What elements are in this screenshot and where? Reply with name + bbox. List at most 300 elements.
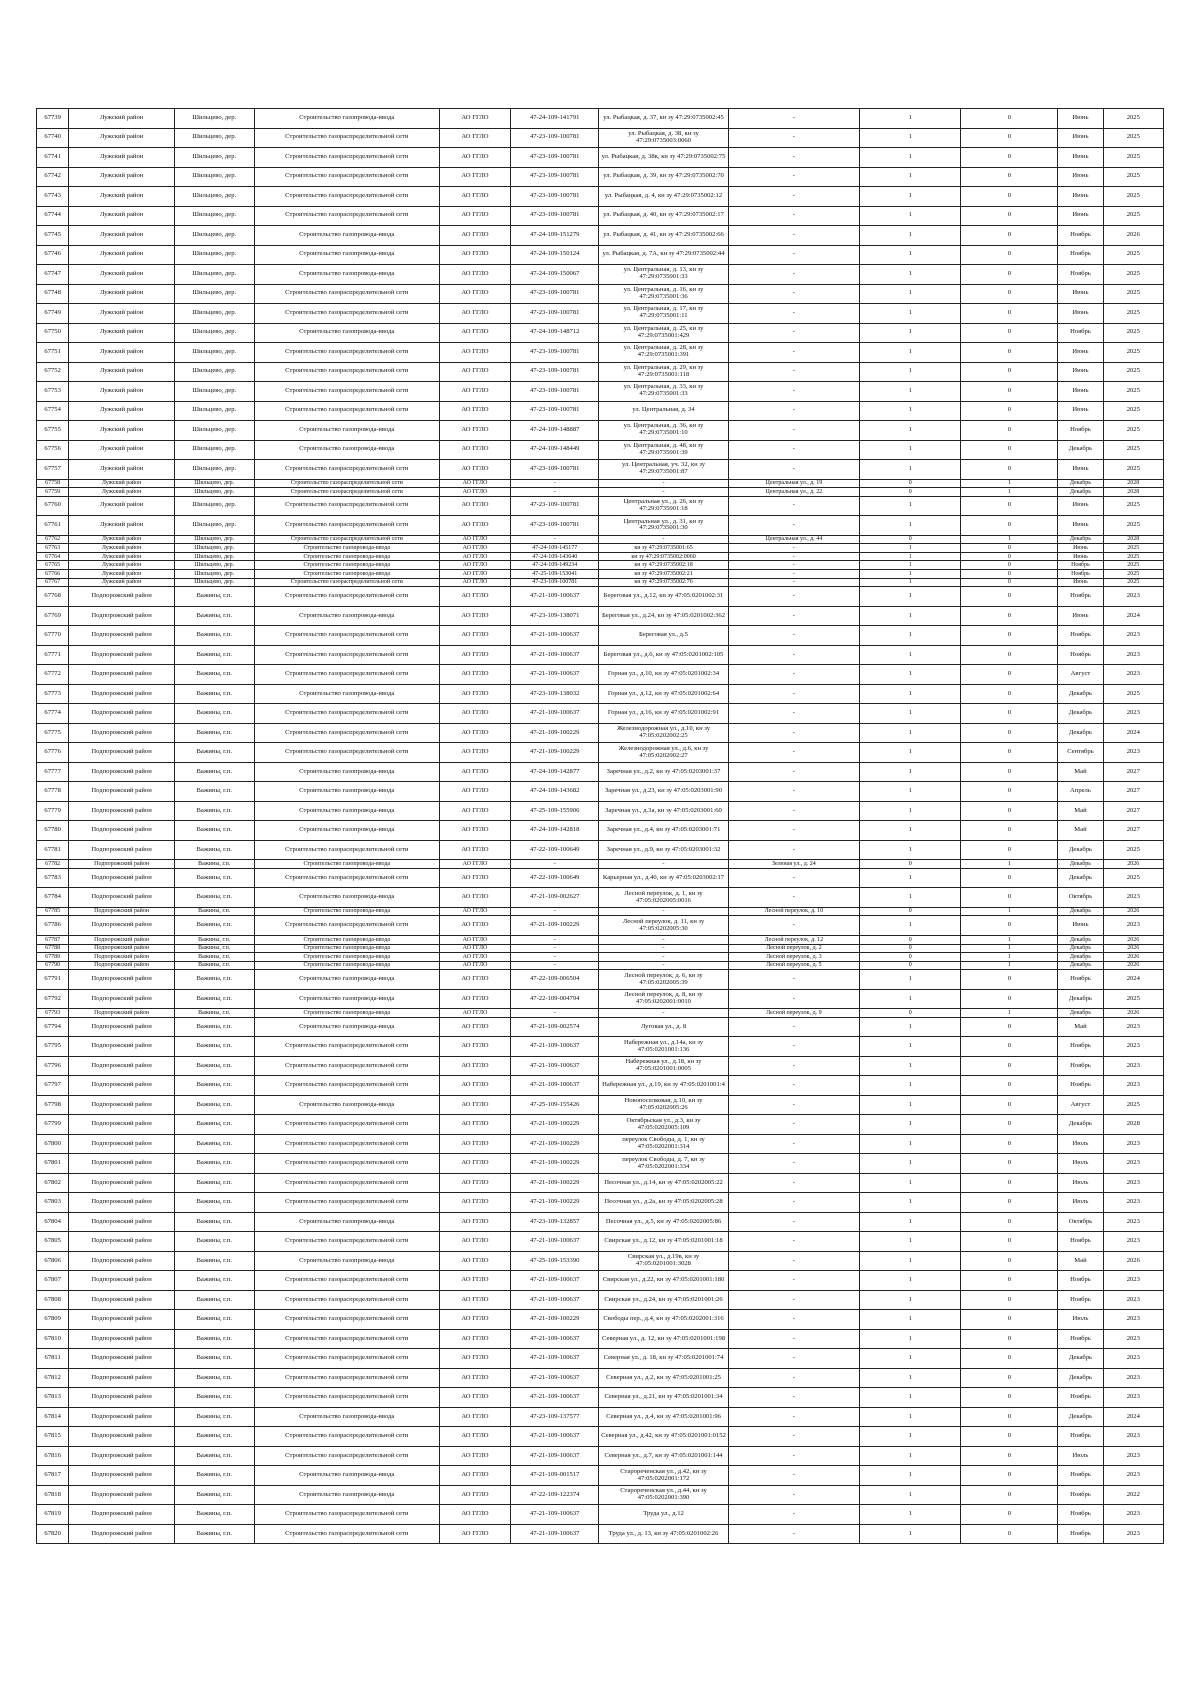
row-number-cell: 67769 (37, 606, 69, 626)
row-number-cell: 67764 (37, 552, 69, 561)
year-cell: 2023 (1103, 1173, 1163, 1193)
organization-cell: АО ГГЛО (439, 284, 510, 304)
address-cadastral-cell: ул. Центральная, д. 16, кн зу 47:29:0735001:36 (599, 284, 728, 304)
settlement-cell: Важины, г.п. (174, 1232, 254, 1252)
year-cell: 2027 (1103, 762, 1163, 782)
count-b-cell: 0 (961, 245, 1058, 265)
address-cell: - (728, 888, 859, 908)
work-type-cell: Строительство газопровода-ввода (254, 323, 439, 343)
district-cell: Подпорожский район (69, 868, 175, 888)
work-type-cell: Строительство газопровода-ввода (254, 265, 439, 285)
address-cadastral-cell: ул. Центральная, д. 17, кн зу 47:29:0735001:11 (599, 304, 728, 324)
contract-number-cell: 47-23-109-100781 (511, 206, 599, 226)
organization-cell: АО ГГЛО (439, 970, 510, 990)
table-row (37, 323, 1164, 343)
count-a-cell: 1 (860, 265, 961, 285)
district-cell: Лужский район (69, 552, 175, 561)
organization-cell: АО ГГЛО (439, 109, 510, 129)
district-cell: Подпорожский район (69, 935, 175, 944)
row-number-cell: 67742 (37, 167, 69, 187)
row-number-cell: 67787 (37, 935, 69, 944)
contract-number-cell: 47-21-109-100637 (511, 1076, 599, 1096)
work-type-cell: Строительство газораспределительной сети (254, 206, 439, 226)
settlement-cell: Шильцево, дер. (174, 544, 254, 553)
settlement-cell: Шильцево, дер. (174, 323, 254, 343)
year-cell: 2024 (1103, 723, 1163, 743)
month-cell: Декабрь (1058, 488, 1103, 497)
month-cell: Декабрь (1058, 961, 1103, 970)
address-cadastral-cell: Северная ул., д.4, кн зу 47:05:0201001:96 (599, 1407, 728, 1427)
count-a-cell: 1 (860, 1251, 961, 1271)
table-row (37, 1310, 1164, 1330)
settlement-cell: Шильцево, дер. (174, 206, 254, 226)
month-cell: Июль (1058, 1173, 1103, 1193)
month-cell: Декабрь (1058, 1407, 1103, 1427)
month-cell: Ноябрь (1058, 626, 1103, 646)
district-cell: Лужский район (69, 401, 175, 421)
work-type-cell: Строительство газопровода-ввода (254, 552, 439, 561)
work-type-cell: Строительство газопровода-ввода (254, 1095, 439, 1115)
year-cell: 2023 (1103, 1212, 1163, 1232)
month-cell: Декабрь (1058, 1009, 1103, 1018)
count-b-cell: 0 (961, 421, 1058, 441)
contract-number-cell: 47-21-109-100637 (511, 1524, 599, 1544)
district-cell: Лужский район (69, 544, 175, 553)
settlement-cell: Шильцево, дер. (174, 440, 254, 460)
address-cadastral-cell: кн зу 47:29:0735001:65 (599, 544, 728, 553)
month-cell: Июнь (1058, 284, 1103, 304)
district-cell: Подпорожский район (69, 665, 175, 685)
district-cell: Подпорожский район (69, 762, 175, 782)
row-number-cell: 67810 (37, 1329, 69, 1349)
month-cell: Август (1058, 1095, 1103, 1115)
address-cell: - (728, 1037, 859, 1057)
district-cell: Подпорожский район (69, 782, 175, 802)
work-type-cell: Строительство газопровода-ввода (254, 1009, 439, 1018)
table-row (37, 187, 1164, 207)
month-cell: Июнь (1058, 128, 1103, 148)
address-cadastral-cell: Заречная ул., д.2, кн зу 47:05:0203001:37 (599, 762, 728, 782)
address-cadastral-cell: Лесной переулок, д. 6, кн зу 47:05:0202005:39 (599, 970, 728, 990)
count-b-cell: 0 (961, 187, 1058, 207)
contract-number-cell: 47-23-109-100781 (511, 187, 599, 207)
work-type-cell: Строительство газораспределительной сети (254, 167, 439, 187)
count-a-cell: 1 (860, 821, 961, 841)
organization-cell: АО ГГЛО (439, 1524, 510, 1544)
address-cell: - (728, 148, 859, 168)
address-cadastral-cell: ул. Рыбацкая, д. 7А, кн зу 47:29:0735002:44 (599, 245, 728, 265)
count-a-cell: 1 (860, 1524, 961, 1544)
month-cell: Декабрь (1058, 860, 1103, 869)
count-b-cell: 0 (961, 1134, 1058, 1154)
count-b-cell: 0 (961, 1310, 1058, 1330)
row-number-cell: 67739 (37, 109, 69, 129)
work-type-cell: Строительство газораспределительной сети (254, 743, 439, 763)
table-row (37, 684, 1164, 704)
work-type-cell: Строительство газораспределительной сети (254, 1173, 439, 1193)
row-number-cell: 67743 (37, 187, 69, 207)
year-cell: 2023 (1103, 1193, 1163, 1213)
work-type-cell: Строительство газопровода-ввода (254, 953, 439, 962)
settlement-cell: Шильцево, дер. (174, 570, 254, 579)
contract-number-cell: 47-24-109-151279 (511, 226, 599, 246)
month-cell: Июнь (1058, 187, 1103, 207)
contract-number-cell: 47-21-109-100637 (511, 1427, 599, 1447)
district-cell: Подпорожский район (69, 684, 175, 704)
count-b-cell: 0 (961, 1212, 1058, 1232)
count-a-cell: 1 (860, 626, 961, 646)
count-b-cell: 0 (961, 1037, 1058, 1057)
count-a-cell: 0 (860, 961, 961, 970)
address-cell: Центральная ул., д. 22 (728, 488, 859, 497)
month-cell: Июль (1058, 1134, 1103, 1154)
year-cell: 2025 (1103, 323, 1163, 343)
district-cell: Лужский район (69, 323, 175, 343)
contract-number-cell: 47-23-109-100781 (511, 516, 599, 536)
organization-cell: АО ГГЛО (439, 626, 510, 646)
row-number-cell: 67813 (37, 1388, 69, 1408)
settlement-cell: Важины, г.п. (174, 1524, 254, 1544)
year-cell: 2025 (1103, 989, 1163, 1009)
count-a-cell: 1 (860, 382, 961, 402)
district-cell: Подпорожский район (69, 916, 175, 936)
year-cell: 2025 (1103, 401, 1163, 421)
month-cell: Ноябрь (1058, 1524, 1103, 1544)
settlement-cell: Важины, г.п. (174, 860, 254, 869)
settlement-cell: Важины, г.п. (174, 989, 254, 1009)
address-cadastral-cell: Лесной переулок, д. 8, кн зу 47:05:0202001:0010 (599, 989, 728, 1009)
year-cell: 2027 (1103, 782, 1163, 802)
year-cell: 2025 (1103, 578, 1163, 587)
month-cell: Декабрь (1058, 704, 1103, 724)
row-number-cell: 67791 (37, 970, 69, 990)
district-cell: Подпорожский район (69, 1388, 175, 1408)
address-cell: - (728, 782, 859, 802)
work-type-cell: Строительство газопровода-ввода (254, 544, 439, 553)
district-cell: Подпорожский район (69, 1115, 175, 1135)
work-type-cell: Строительство газопровода-ввода (254, 801, 439, 821)
settlement-cell: Важины, г.п. (174, 1271, 254, 1291)
address-cell: - (728, 970, 859, 990)
row-number-cell: 67770 (37, 626, 69, 646)
work-type-cell: Строительство газопровода-ввода (254, 561, 439, 570)
count-b-cell: 1 (961, 907, 1058, 916)
month-cell: Июнь (1058, 206, 1103, 226)
address-cell: - (728, 1134, 859, 1154)
table-row (37, 488, 1164, 497)
address-cell: - (728, 323, 859, 343)
district-cell: Подпорожский район (69, 1485, 175, 1505)
count-b-cell: 0 (961, 304, 1058, 324)
table-body (37, 109, 1164, 1544)
count-b-cell: 0 (961, 578, 1058, 587)
address-cadastral-cell: ул. Рыбацкая, д. 38к, кн зу 47:29:0735002:75 (599, 148, 728, 168)
organization-cell: АО ГГЛО (439, 821, 510, 841)
count-a-cell: 1 (860, 578, 961, 587)
month-cell: Июнь (1058, 382, 1103, 402)
address-cell: - (728, 645, 859, 665)
district-cell: Лужский район (69, 187, 175, 207)
year-cell: 2023 (1103, 1076, 1163, 1096)
row-number-cell: 67772 (37, 665, 69, 685)
count-a-cell: 1 (860, 1329, 961, 1349)
organization-cell: АО ГГЛО (439, 782, 510, 802)
count-b-cell: 0 (961, 1056, 1058, 1076)
work-type-cell: Строительство газораспределительной сети (254, 704, 439, 724)
settlement-cell: Важины, г.п. (174, 801, 254, 821)
table-row (37, 109, 1164, 129)
count-b-cell: 0 (961, 1524, 1058, 1544)
work-type-cell: Строительство газораспределительной сети (254, 535, 439, 544)
work-type-cell: Строительство газопровода-ввода (254, 440, 439, 460)
work-type-cell: Строительство газопровода-ввода (254, 570, 439, 579)
contract-number-cell: - (511, 935, 599, 944)
count-b-cell: 0 (961, 552, 1058, 561)
table-row (37, 953, 1164, 962)
work-type-cell: Строительство газораспределительной сети (254, 1076, 439, 1096)
district-cell: Подпорожский район (69, 723, 175, 743)
address-cadastral-cell: Песочная ул., д.2а, кн зу 47:05:0202005:28 (599, 1193, 728, 1213)
row-number-cell: 67796 (37, 1056, 69, 1076)
month-cell: Октябрь (1058, 888, 1103, 908)
count-b-cell: 0 (961, 762, 1058, 782)
work-type-cell: Строительство газораспределительной сети (254, 868, 439, 888)
work-type-cell: Строительство газопровода-ввода (254, 1407, 439, 1427)
count-a-cell: 1 (860, 868, 961, 888)
organization-cell: АО ГГЛО (439, 1056, 510, 1076)
row-number-cell: 67751 (37, 343, 69, 363)
year-cell: 2028 (1103, 535, 1163, 544)
settlement-cell: Важины, г.п. (174, 1251, 254, 1271)
organization-cell: АО ГГЛО (439, 1251, 510, 1271)
contract-number-cell: 47-21-109-002627 (511, 888, 599, 908)
address-cadastral-cell: - (599, 907, 728, 916)
row-number-cell: 67807 (37, 1271, 69, 1291)
row-number-cell: 67784 (37, 888, 69, 908)
address-cadastral-cell: Песочная ул., д.5, кн зу 47:05:0202005:86 (599, 1212, 728, 1232)
row-number-cell: 67777 (37, 762, 69, 782)
address-cadastral-cell: Лесной переулок, д. 1, кн зу 47:05:0202005:0016 (599, 888, 728, 908)
table-row (37, 606, 1164, 626)
count-b-cell: 0 (961, 284, 1058, 304)
district-cell: Подпорожский район (69, 1329, 175, 1349)
work-type-cell: Строительство газораспределительной сети (254, 1037, 439, 1057)
month-cell: Июль (1058, 1446, 1103, 1466)
settlement-cell: Важины, г.п. (174, 907, 254, 916)
organization-cell: АО ГГЛО (439, 1134, 510, 1154)
month-cell: Декабрь (1058, 684, 1103, 704)
contract-number-cell: 47-21-109-100637 (511, 1056, 599, 1076)
count-a-cell: 1 (860, 1076, 961, 1096)
row-number-cell: 67747 (37, 265, 69, 285)
district-cell: Лужский район (69, 421, 175, 441)
row-number-cell: 67797 (37, 1076, 69, 1096)
table-row (37, 535, 1164, 544)
row-number-cell: 67781 (37, 840, 69, 860)
address-cell: - (728, 1446, 859, 1466)
contract-number-cell: 47-21-109-100637 (511, 645, 599, 665)
row-number-cell: 67773 (37, 684, 69, 704)
address-cadastral-cell: ул. Центральная, д. 28, кн зу 47:29:0735001:391 (599, 343, 728, 363)
count-b-cell: 1 (961, 535, 1058, 544)
year-cell: 2023 (1103, 888, 1163, 908)
address-cadastral-cell: ул. Центральная, уч. 32, кн зу 47:29:0735001:87 (599, 460, 728, 480)
row-number-cell: 67785 (37, 907, 69, 916)
contract-number-cell: 47-22-109-006504 (511, 970, 599, 990)
year-cell: 2025 (1103, 148, 1163, 168)
organization-cell: АО ГГЛО (439, 1009, 510, 1018)
address-cell: - (728, 587, 859, 607)
address-cell: - (728, 1271, 859, 1291)
count-a-cell: 1 (860, 723, 961, 743)
table-row (37, 723, 1164, 743)
address-cadastral-cell: ул. Центральная, д. 34 (599, 401, 728, 421)
address-cadastral-cell: переулок Свободы, д. 1, кн зу 47:05:0202001:314 (599, 1134, 728, 1154)
count-a-cell: 1 (860, 1271, 961, 1291)
table-row (37, 1056, 1164, 1076)
settlement-cell: Важины, г.п. (174, 782, 254, 802)
count-b-cell: 0 (961, 821, 1058, 841)
count-a-cell: 0 (860, 1009, 961, 1018)
organization-cell: АО ГГЛО (439, 1388, 510, 1408)
address-cell: - (728, 1388, 859, 1408)
contract-number-cell: 47-21-109-100637 (511, 1505, 599, 1525)
contract-number-cell: 47-23-109-100781 (511, 496, 599, 516)
count-a-cell: 0 (860, 935, 961, 944)
table-row (37, 944, 1164, 953)
count-b-cell: 0 (961, 1290, 1058, 1310)
year-cell: 2026 (1103, 935, 1163, 944)
work-type-cell: Строительство газораспределительной сети (254, 1154, 439, 1174)
contract-number-cell: 47-24-109-150124 (511, 245, 599, 265)
table-row (37, 1232, 1164, 1252)
table-row (37, 743, 1164, 763)
settlement-cell: Важины, г.п. (174, 743, 254, 763)
district-cell: Лужский район (69, 440, 175, 460)
row-number-cell: 67776 (37, 743, 69, 763)
settlement-cell: Важины, г.п. (174, 944, 254, 953)
address-cell: - (728, 561, 859, 570)
count-b-cell: 0 (961, 970, 1058, 990)
row-number-cell: 67816 (37, 1446, 69, 1466)
count-b-cell: 0 (961, 1388, 1058, 1408)
settlement-cell: Шильцево, дер. (174, 148, 254, 168)
settlement-cell: Важины, г.п. (174, 888, 254, 908)
count-b-cell: 0 (961, 323, 1058, 343)
year-cell: 2023 (1103, 1466, 1163, 1486)
month-cell: Ноябрь (1058, 1232, 1103, 1252)
count-b-cell: 0 (961, 1154, 1058, 1174)
row-number-cell: 67786 (37, 916, 69, 936)
work-type-cell: Строительство газораспределительной сети (254, 1388, 439, 1408)
month-cell: Ноябрь (1058, 1329, 1103, 1349)
address-cadastral-cell: ул. Рыбацкая, д. 39, кн зу 47:29:0735002:70 (599, 167, 728, 187)
contract-number-cell: 47-24-109-148887 (511, 421, 599, 441)
count-b-cell: 0 (961, 723, 1058, 743)
table-row (37, 888, 1164, 908)
row-number-cell: 67800 (37, 1134, 69, 1154)
year-cell: 2022 (1103, 1485, 1163, 1505)
work-type-cell: Строительство газопровода-ввода (254, 226, 439, 246)
settlement-cell: Шильцево, дер. (174, 362, 254, 382)
table-row (37, 284, 1164, 304)
settlement-cell: Шильцево, дер. (174, 535, 254, 544)
year-cell: 2026 (1103, 1009, 1163, 1018)
district-cell: Подпорожский район (69, 1076, 175, 1096)
organization-cell: АО ГГЛО (439, 362, 510, 382)
count-a-cell: 1 (860, 1505, 961, 1525)
address-cell: - (728, 606, 859, 626)
table-row (37, 782, 1164, 802)
count-a-cell: 1 (860, 762, 961, 782)
contract-number-cell: 47-23-109-100781 (511, 343, 599, 363)
organization-cell: АО ГГЛО (439, 961, 510, 970)
month-cell: Май (1058, 801, 1103, 821)
settlement-cell: Важины, г.п. (174, 1095, 254, 1115)
table-row (37, 907, 1164, 916)
month-cell: Июнь (1058, 516, 1103, 536)
table-row (37, 1349, 1164, 1369)
address-cell: - (728, 401, 859, 421)
table-row (37, 1290, 1164, 1310)
address-cadastral-cell: Береговая ул., д.6, кн зу 47:05:0201002:105 (599, 645, 728, 665)
count-a-cell: 1 (860, 570, 961, 579)
address-cadastral-cell: ул. Рыбацкая, д. 37, кн зу 47:29:0735002:45 (599, 109, 728, 129)
row-number-cell: 67795 (37, 1037, 69, 1057)
contract-number-cell: - (511, 1009, 599, 1018)
district-cell: Подпорожский район (69, 1349, 175, 1369)
count-b-cell: 0 (961, 561, 1058, 570)
settlement-cell: Шильцево, дер. (174, 304, 254, 324)
table-row (37, 304, 1164, 324)
count-b-cell: 0 (961, 1173, 1058, 1193)
district-cell: Лужский район (69, 109, 175, 129)
year-cell: 2025 (1103, 109, 1163, 129)
settlement-cell: Важины, г.п. (174, 1329, 254, 1349)
count-b-cell: 0 (961, 1329, 1058, 1349)
address-cadastral-cell: ул. Центральная, д. 36, кн зу 47:29:0735001:10 (599, 421, 728, 441)
organization-cell: АО ГГЛО (439, 1407, 510, 1427)
work-type-cell: Строительство газораспределительной сети (254, 382, 439, 402)
year-cell: 2023 (1103, 743, 1163, 763)
contract-number-cell: 47-23-109-132857 (511, 1212, 599, 1232)
district-cell: Подпорожский район (69, 860, 175, 869)
district-cell: Подпорожский район (69, 840, 175, 860)
address-cadastral-cell: Железнодорожная ул., д.6, кн зу 47:05:0202002:27 (599, 743, 728, 763)
settlement-cell: Шильцево, дер. (174, 109, 254, 129)
address-cadastral-cell: Свирская ул., д.24, кн зу 47:05:0201001:26 (599, 1290, 728, 1310)
year-cell: 2023 (1103, 1154, 1163, 1174)
address-cell: - (728, 743, 859, 763)
count-b-cell: 0 (961, 1076, 1058, 1096)
count-a-cell: 1 (860, 1407, 961, 1427)
work-type-cell: Строительство газопровода-ввода (254, 782, 439, 802)
contract-number-cell: 47-23-109-137577 (511, 1407, 599, 1427)
year-cell: 2025 (1103, 552, 1163, 561)
work-type-cell: Строительство газопровода-ввода (254, 935, 439, 944)
table-row (37, 1466, 1164, 1486)
work-type-cell: Строительство газопровода-ввода (254, 1466, 439, 1486)
settlement-cell: Важины, г.п. (174, 1349, 254, 1369)
count-b-cell: 0 (961, 1193, 1058, 1213)
work-type-cell: Строительство газораспределительной сети (254, 916, 439, 936)
contract-number-cell: 47-25-109-153041 (511, 570, 599, 579)
district-cell: Подпорожский район (69, 989, 175, 1009)
month-cell: Август (1058, 665, 1103, 685)
address-cell: Лесной переулок, д. 5 (728, 961, 859, 970)
row-number-cell: 67746 (37, 245, 69, 265)
work-type-cell: Строительство газопровода-ввода (254, 606, 439, 626)
